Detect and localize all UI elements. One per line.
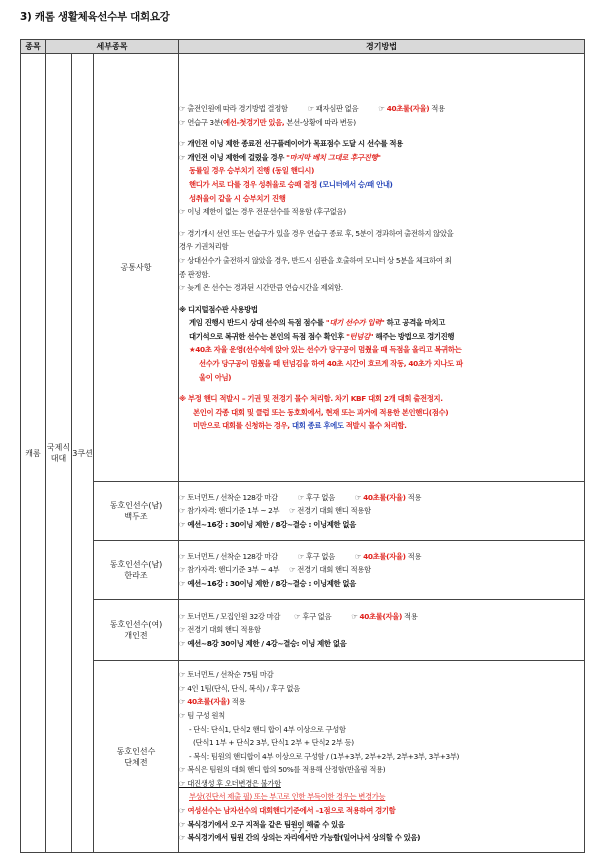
men-halla-rules bbox=[179, 541, 585, 600]
rule-line: ☞ 토너먼트 / 선착순 75팀 마감 bbox=[179, 670, 274, 680]
common-line: 미만으로 대회를 신청하는 경우, 대회 종료 후에도 적발시 몰수 처리함. bbox=[193, 421, 407, 431]
rule-line: ☞ 토너먼트 / 선착순 128강 마감 ☞ 후구 없음 ☞ 40초룰(자율) 적용 bbox=[179, 551, 422, 561]
rule-line: ☞ 토너먼트 / 모집인원 32강 마감 ☞ 후구 없음 ☞ 40초룰(자율) 적용 bbox=[179, 611, 418, 621]
common-line: ※ 디지털점수판 사용방법 bbox=[179, 304, 258, 314]
subsport-cell: 국제식 대대 bbox=[46, 54, 72, 853]
common-line: ★40초 자율 운영(선수석에 앉아 있는 선수가 당구공이 멈췄을 때 득점을 올리고 복귀하는 bbox=[189, 345, 462, 355]
rule-line: ☞ 전경기 대회 핸디 적용함 bbox=[179, 625, 261, 635]
header-sport: 종목 bbox=[21, 40, 46, 54]
header-event: 세부종목 bbox=[46, 40, 179, 54]
common-line: ☞ 개인전 이닝 제한 종료전 선구플레이어가 목표점수 도달 시 선수를 적용 bbox=[179, 139, 403, 149]
competition-table bbox=[20, 39, 585, 853]
common-line: 울이 아님) bbox=[199, 372, 232, 382]
rule-line: ☞ 4인 1팀(단식, 단식, 복식) / 후구 없음 bbox=[179, 683, 300, 693]
common-line: 경우 기권처리함 bbox=[179, 242, 229, 252]
common-line: ☞ 이닝 제한이 없는 경우 전문선수를 적용함 (후구없음) bbox=[179, 207, 346, 217]
common-line: ※ 부정 핸디 적발시 – 기권 및 전경기 몰수 처리함. 차기 KBF 대회 2개 대회 출전정지. bbox=[179, 394, 443, 404]
rule-line: ☞ 예선~16강 : 30이닝 제한 / 8강~결승 : 이닝제한 없음 bbox=[179, 519, 356, 529]
rule-line: ☞ 여성선수는 남자선수의 대회핸디기준에서 –1점으로 적용하여 경기함 bbox=[179, 806, 396, 816]
common-line: ☞ 개인전 이닝 제한에 걸렸을 경우 "마지막 베치 그대로 후구진행" bbox=[179, 152, 381, 162]
common-line: ☞ 경기개시 선언 또는 연습구가 있을 경우 연습구 종료 후, 5분이 경과하여 출전하지 않았을 bbox=[179, 228, 454, 238]
common-line: ☞ 출전인원에 따라 경기방법 결정함 ☞ 패자심판 없음 ☞ 40초룰(자율) 적용 bbox=[179, 103, 445, 113]
common-line: ☞ 연습구 3분(예선-첫경기만 있음, 본선-상황에 따라 변동) bbox=[179, 117, 356, 127]
men-baekdu-rules bbox=[179, 482, 585, 541]
page-number: - 7 - bbox=[292, 826, 308, 835]
table-row-common bbox=[21, 54, 585, 482]
common-line: 게임 진행시 반드시 상대 선수의 득점 점수를 "대기 선수가 입력" 하고 공격을 마치고 bbox=[189, 318, 445, 328]
table-header-row bbox=[21, 40, 585, 54]
rule-line: ☞ 복식은 팀원의 대회 핸디 합의 50%를 적용해 산정함(반올림 적용) bbox=[179, 765, 386, 775]
rule-line: - 단식: 단식1, 단식2 핸디 합이 4부 이상으로 구성함 bbox=[189, 724, 346, 734]
common-label: 공통사항 bbox=[94, 54, 179, 482]
common-line: ☞ 상대선수가 출전하지 않았을 경우, 반드시 심판을 호출하여 모니터 상 5분을 체크하여 최 bbox=[179, 255, 452, 265]
rule-line: - 복식: 팀원의 핸디합이 4부 이상으로 구성함 / (1부+3부, 2부+2부, 2부+3부, 3부+3부) bbox=[189, 751, 460, 761]
common-line: 본인이 각종 대회 및 클럽 또는 동호회에서, 현재 또는 과거에 적용한 본인핸디(점수) bbox=[193, 407, 449, 417]
women-rules bbox=[179, 600, 585, 661]
team-label: 동호인선수 단체전 bbox=[94, 661, 179, 853]
common-line: 동률일 경우 승부치기 진행 (동일 핸디시) bbox=[189, 166, 314, 176]
rule-line: ☞ 복식경기에서 오구 지적을 같은 팀원이 해줄 수 있음 bbox=[179, 819, 345, 829]
team-rules bbox=[179, 661, 585, 853]
table-row-team bbox=[21, 661, 585, 853]
rule-line: ☞ 참가자격: 핸디기준 1부 ~ 2부 ☞ 전경기 대회 핸디 적용함 bbox=[179, 506, 371, 516]
table-row-men-halla bbox=[21, 541, 585, 600]
men-halla-label: 동호인선수(남) 한라조 bbox=[94, 541, 179, 600]
common-line: 종 판정함. bbox=[179, 269, 210, 279]
table-row-men-baekdu bbox=[21, 482, 585, 541]
section-title: 3) 캐롬 생활체육선수부 대회요강 bbox=[20, 11, 170, 23]
sport-cell: 캐롬 bbox=[21, 54, 46, 853]
common-line: 대기석으로 복귀한 선수는 본인의 득점 점수 확인후 "턴넘김" 해주는 방법으로 경기진행 bbox=[189, 331, 455, 341]
rule-line: ☞ 예선~16강 : 30이닝 제한 / 8강~결승 : 이닝제한 없음 bbox=[179, 578, 356, 588]
men-baekdu-label: 동호인선수(남) 백두조 bbox=[94, 482, 179, 541]
common-line: 성취율이 같을 시 승부치기 진행 bbox=[189, 193, 286, 203]
rule-line: ☞ 팀 구성 원칙 bbox=[179, 710, 225, 720]
rule-line: ☞ 대진생성 후 오더변경은 불가함 bbox=[179, 778, 281, 788]
rule-line: ☞ 40초룰(자율) 적용 bbox=[179, 697, 246, 707]
rule-line: ☞ 참가자격: 핸디기준 3부 ~ 4부 ☞ 전경기 대회 핸디 적용함 bbox=[179, 565, 371, 575]
common-line: 선수가 당구공이 멈췄을 때 턴넘김을 하여 40초 시간이 흐르게 작동, 40초가 지나도 파 bbox=[199, 359, 463, 369]
women-label: 동호인선수(여) 개인전 bbox=[94, 600, 179, 661]
rule-line: ☞ 예선~8강 30이닝 제한 / 4강~결승: 이닝 제한 없음 bbox=[179, 638, 347, 648]
discipline-cell: 3쿠션 bbox=[72, 54, 94, 853]
table-row-women bbox=[21, 600, 585, 661]
rule-line: (단식1 1부 + 단식2 3부, 단식1 2부 + 단식2 2부 등) bbox=[193, 738, 354, 748]
rule-line: ☞ 토너먼트 / 선착순 128강 마감 ☞ 후구 없음 ☞ 40초룰(자율) 적용 bbox=[179, 492, 422, 502]
common-rules bbox=[179, 54, 585, 482]
rule-line: 부상(진단서 제출 필) 또는 부고로 인한 부득이한 경우는 변경가능 bbox=[189, 792, 386, 802]
header-method: 경기방법 bbox=[179, 40, 585, 54]
rule-line: ☞ 복식경기에서 팀원 간의 상의는 자리에서만 가능함(일어나서 상의할 수 있음) bbox=[179, 833, 421, 843]
common-line: ☞ 늦게 온 선수는 경과된 시간만큼 연습시간을 제외함. bbox=[179, 283, 343, 293]
common-line: 핸디가 서로 다를 경우 성취율로 승패 결정 (모니터에서 승/패 안내) bbox=[189, 179, 393, 189]
